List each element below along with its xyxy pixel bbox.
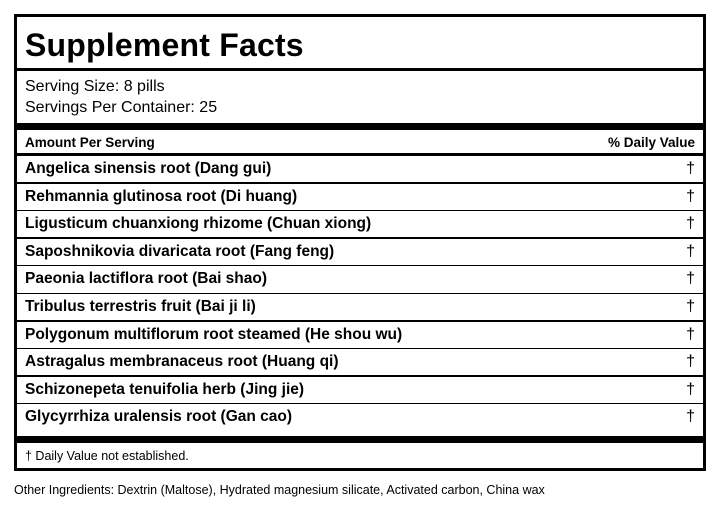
ingredients-divider-thick	[17, 436, 703, 443]
ingredient-row	[17, 349, 703, 375]
ingredient-row	[17, 294, 703, 320]
ingredient-name: Paeonia lactiflora root (Bai shao)	[25, 270, 268, 288]
ingredient-row	[17, 239, 703, 265]
ingredient-daily-value: †	[686, 187, 695, 205]
ingredient-row	[17, 211, 703, 237]
ingredient-daily-value: †	[686, 325, 695, 343]
ingredient-name: Schizonepeta tenuifolia herb (Jing jie)	[25, 380, 305, 398]
ingredient-daily-value: †	[686, 353, 695, 371]
panel-title: Supplement Facts	[25, 27, 304, 63]
ingredient-daily-value: †	[686, 408, 695, 426]
amount-per-serving-label: Amount Per Serving	[25, 135, 155, 150]
supplement-facts-panel	[14, 14, 706, 471]
ingredient-name: Astragalus membranaceus root (Huang qi)	[25, 353, 339, 371]
ingredient-name: Polygonum multiflorum root steamed (He shou wu)	[25, 325, 403, 343]
ingredient-name: Saposhnikovia divaricata root (Fang feng)	[25, 242, 335, 260]
other-ingredients: Other Ingredients: Dextrin (Maltose), Hydrated magnesium silicate, Activated carbon, China wax	[14, 483, 545, 497]
serving-divider-thick	[17, 123, 703, 130]
ingredient-daily-value: †	[686, 298, 695, 315]
ingredient-daily-value: †	[686, 380, 695, 398]
ingredient-row	[17, 377, 703, 403]
ingredient-row	[17, 184, 703, 210]
ingredient-daily-value: †	[686, 242, 695, 260]
ingredient-daily-value: †	[686, 160, 695, 177]
title-divider	[17, 68, 703, 71]
amount-header-row	[17, 133, 703, 155]
ingredient-name: Glycyrrhiza uralensis root (Gan cao)	[25, 408, 293, 426]
ingredient-name: Angelica sinensis root (Dang gui)	[25, 160, 272, 177]
ingredient-row	[17, 404, 703, 430]
ingredient-row	[17, 156, 703, 182]
ingredient-name: Tribulus terrestris fruit (Bai ji li)	[25, 298, 256, 315]
ingredient-name: Ligusticum chuanxiong rhizome (Chuan xiong)	[25, 215, 372, 233]
daily-value-label: % Daily Value	[607, 135, 695, 150]
servings-per-container: Servings Per Container: 25	[25, 99, 218, 116]
serving-size: Serving Size: 8 pills	[25, 78, 165, 95]
ingredient-row	[17, 322, 703, 348]
footnote: † Daily Value not established.	[25, 449, 189, 463]
ingredient-name: Rehmannia glutinosa root (Di huang)	[25, 187, 298, 205]
ingredient-row	[17, 266, 703, 292]
ingredient-daily-value: †	[686, 270, 695, 288]
ingredient-daily-value: †	[686, 215, 695, 233]
